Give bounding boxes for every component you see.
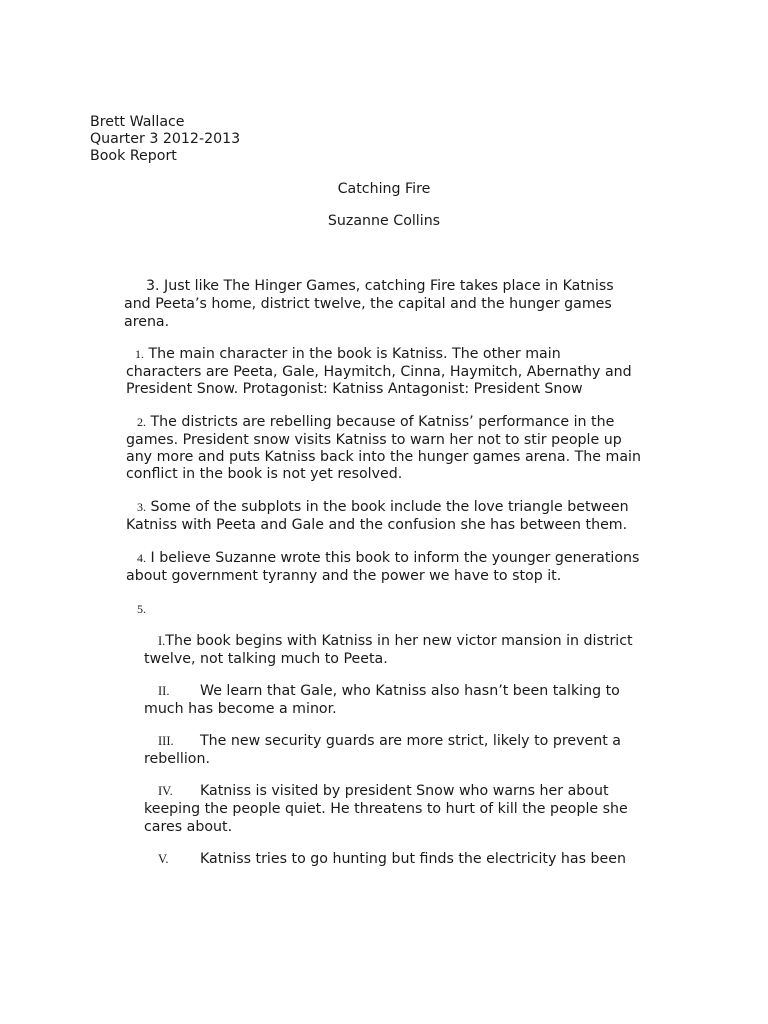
outline-2-line-2: much has become a minor. (144, 701, 337, 717)
outline-item-5 (158, 851, 626, 869)
outline-3-line-1: The new security guards are more strict, likely to prevent a (200, 733, 621, 749)
conflict-line-1: The districts are rebelling because of Katniss’ performance in the (150, 414, 615, 430)
outline-4-line-1: Katniss is visited by president Snow who warns her about (200, 783, 609, 799)
conflict-line-2: games. President snow visits Katniss to warn her not to stir people up (126, 432, 622, 448)
author-name: Brett Wallace (90, 114, 185, 130)
setting-line-2: and Peeta’s home, district twelve, the capital and the hunger games (124, 296, 612, 312)
conflict-line-3: any more and puts Katniss back into the hunger games arena. The main (126, 449, 641, 465)
purpose-line-1: I believe Suzanne wrote this book to inform the younger generations (150, 550, 640, 566)
outline-4-line-2: keeping the people quiet. He threatens to hurt of kill the people she (144, 801, 628, 817)
term-line: Quarter 3 2012-2013 (90, 131, 241, 147)
item-number: 4. (137, 551, 146, 565)
item-number: 3. (137, 500, 146, 514)
outline-1-line-2: twelve, not talking much to Peeta. (144, 651, 388, 667)
outline-1-line-1: The book begins with Katniss in her new victor mansion in district (165, 633, 633, 649)
outline-item-3 (158, 733, 621, 751)
outline-numeral: IV. (158, 784, 173, 798)
item-number: 1. (135, 347, 144, 361)
doc-type: Book Report (90, 148, 177, 164)
outline-item-2 (158, 683, 620, 701)
outline-3-line-2: rebellion. (144, 751, 210, 767)
subplots-line-1: Some of the subplots in the book include the love triangle between (150, 499, 629, 515)
book-title: Catching Fire (337, 181, 431, 197)
outline-item-1 (158, 633, 633, 651)
subplots-line-2: Katniss with Peeta and Gale and the confusion she has between them. (126, 517, 628, 533)
outline-numeral: II. (158, 684, 170, 698)
item-number-5: 5. (137, 602, 146, 616)
outline-5-line-1: Katniss tries to go hunting but finds the electricity has been (200, 851, 626, 867)
characters-line-1: The main character in the book is Katniss. The other main (144, 346, 561, 362)
subplots-paragraph (137, 499, 629, 517)
item-number: 2. (137, 415, 146, 429)
outline-item-4 (158, 783, 609, 801)
outline-4-line-3: cares about. (144, 819, 233, 835)
outline-2-line-1: We learn that Gale, who Katniss also hasn’t been talking to (200, 683, 620, 699)
book-author: Suzanne Collins (327, 213, 441, 229)
conflict-paragraph (137, 414, 614, 432)
outline-numeral: V. (158, 852, 169, 866)
purpose-paragraph (137, 550, 639, 568)
characters-line-2: characters are Peeta, Gale, Haymitch, Cinna, Haymitch, Abernathy and (126, 364, 632, 380)
conflict-line-4: conflict in the book is not yet resolved. (126, 466, 403, 482)
purpose-line-2: about government tyranny and the power we have to stop it. (126, 568, 562, 584)
setting-line-3: arena. (124, 314, 170, 330)
outline-numeral: III. (158, 734, 174, 748)
setting-line-1: 3. Just like The Hinger Games, catching Fire takes place in Katniss (146, 278, 614, 294)
characters-paragraph (135, 346, 561, 364)
characters-line-3: President Snow. Protagonist: Katniss Antagonist: President Snow (126, 381, 583, 397)
outline-numeral: I. (158, 634, 166, 648)
